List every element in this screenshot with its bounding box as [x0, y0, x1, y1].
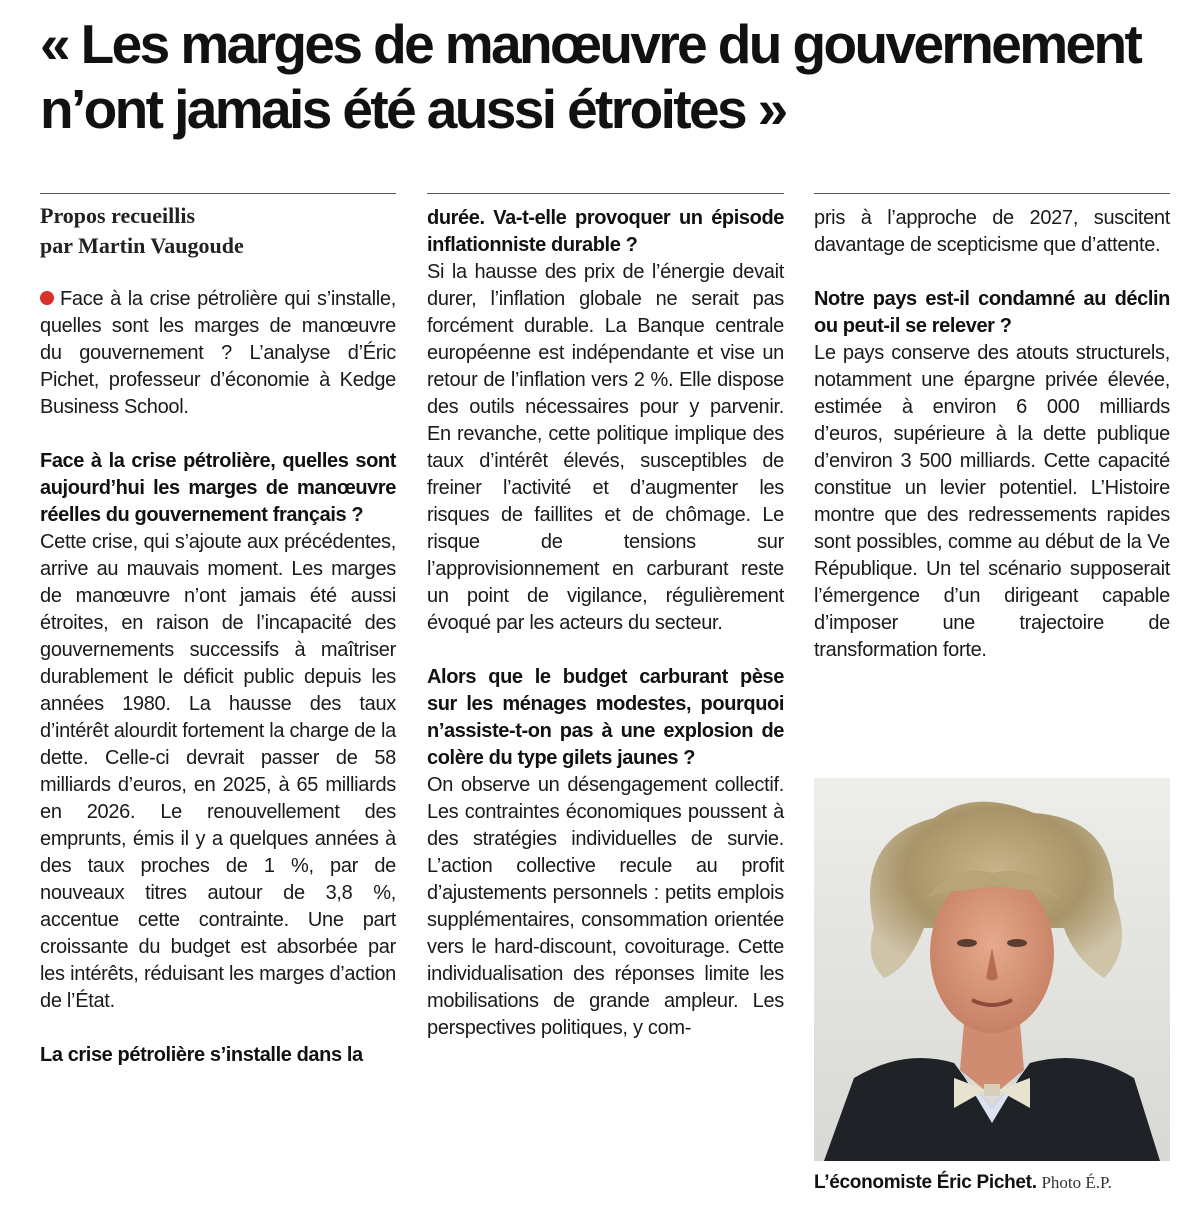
- answer-3-continued: pris à l’approche de 2027, suscitent davantage de scepticisme que d’attente.: [814, 207, 1170, 256]
- question-4: Notre pays est-il condamné au déclin ou peut-il se relever ?: [814, 288, 1170, 337]
- answer-4: Le pays conserve des atouts structurels, notamment une épargne privée élevée, estimée à environ 6 000 milliards d’euros, supérieure à la dette publique d’environ 3 500 milliards. Cette capacité constitue un levier potentiel. L’Histoire montre que des redressements rapides sont possibles, comme au début de la Ve République. Un tel scénario supposerait l’émergence d’un dirigeant capable d’imposer une trajectoire de transformation forte.: [814, 342, 1170, 661]
- answer-2: Si la hausse des prix de l’énergie devait durer, l’inflation globale ne serait pas forcément durable. La Banque centrale européenne est indépendante et vise un retour de l’inflation vers 2 %. Elle dispose des outils nécessaires pour y parvenir. En revanche, cette politique implique des taux d’intérêt élevés, susceptibles de freiner l’activité et d’augmenter les risques de faillites et de chômage. Le risque de tensions sur l’approvisionnement en carburant reste un point de vigilance, régulièrement évoqué par les acteurs du secteur.: [427, 261, 784, 634]
- column-rule: [427, 193, 784, 194]
- intro-paragraph: [40, 286, 396, 421]
- byline: [40, 201, 396, 261]
- article-column-3: [814, 195, 1170, 664]
- article-column-2: [427, 195, 784, 1042]
- bullet-dot-icon: [40, 291, 54, 305]
- byline-line-1: Propos recueillis: [40, 203, 196, 228]
- portrait-photo: [814, 778, 1170, 1161]
- answer-3: On observe un désengagement collectif. Les contraintes économiques poussent à des stratégies individuelles de survie. L’action collective recule au profit d’ajustements personnels : petits emplois supplémentaires, consommation orientée vers le hard-discount, covoiturage. Cette individualisation des réponses limite les mobilisations de grande ampleur. Les perspectives politiques, y com-: [427, 774, 784, 1039]
- question-1: Face à la crise pétrolière, quelles sont aujourd’hui les marges de manœuvre réelles du gouvernement français ?: [40, 450, 396, 526]
- portrait-illustration: [814, 778, 1170, 1161]
- column-rule: [814, 193, 1170, 194]
- intro-text: Face à la crise pétrolière qui s’installe, quelles sont les marges de manœuvre du gouvernement ? L’analyse d’Éric Pichet, professeur d’économie à Kedge Business School.: [40, 288, 396, 418]
- photo-credit: Photo É.P.: [1041, 1173, 1112, 1192]
- caption-text: L’économiste Éric Pichet.: [814, 1172, 1037, 1193]
- column-rule: [40, 193, 396, 194]
- question-3: Alors que le budget carburant pèse sur les ménages modestes, pourquoi n’assiste-t-on pas à une explosion de colère du type gilets jaunes ?: [427, 666, 784, 769]
- question-2-end: durée. Va-t-elle provoquer un épisode inflationniste durable ?: [427, 207, 784, 256]
- article-column-1: [40, 195, 396, 1069]
- answer-1: Cette crise, qui s’ajoute aux précédentes, arrive au mauvais moment. Les marges de manœuvre n’ont jamais été aussi étroites, en raison de l’incapacité des gouvernements successifs à maîtriser durablement le déficit public depuis les années 1980. La hausse des taux d’intérêt alourdit fortement la charge de la dette. Celle-ci devrait passer de 58 milliards d’euros, en 2025, à 65 milliards en 2026. Le renouvellement des emprunts, émis il y a quelques années à des taux proches de 1 %, par de nouveaux titres autour de 3,8 %, accentue cette contrainte. Une part croissante du budget est absorbée par les intérêts, réduisant les marges d’action de l’État.: [40, 531, 396, 1012]
- article-headline: « Les marges de manœuvre du gouvernement n’ont jamais été aussi étroites »: [40, 13, 1141, 140]
- byline-author: par Martin Vaugoude: [40, 233, 244, 258]
- question-2-start: La crise pétrolière s’installe dans la: [40, 1044, 363, 1066]
- photo-caption: [814, 1170, 1174, 1196]
